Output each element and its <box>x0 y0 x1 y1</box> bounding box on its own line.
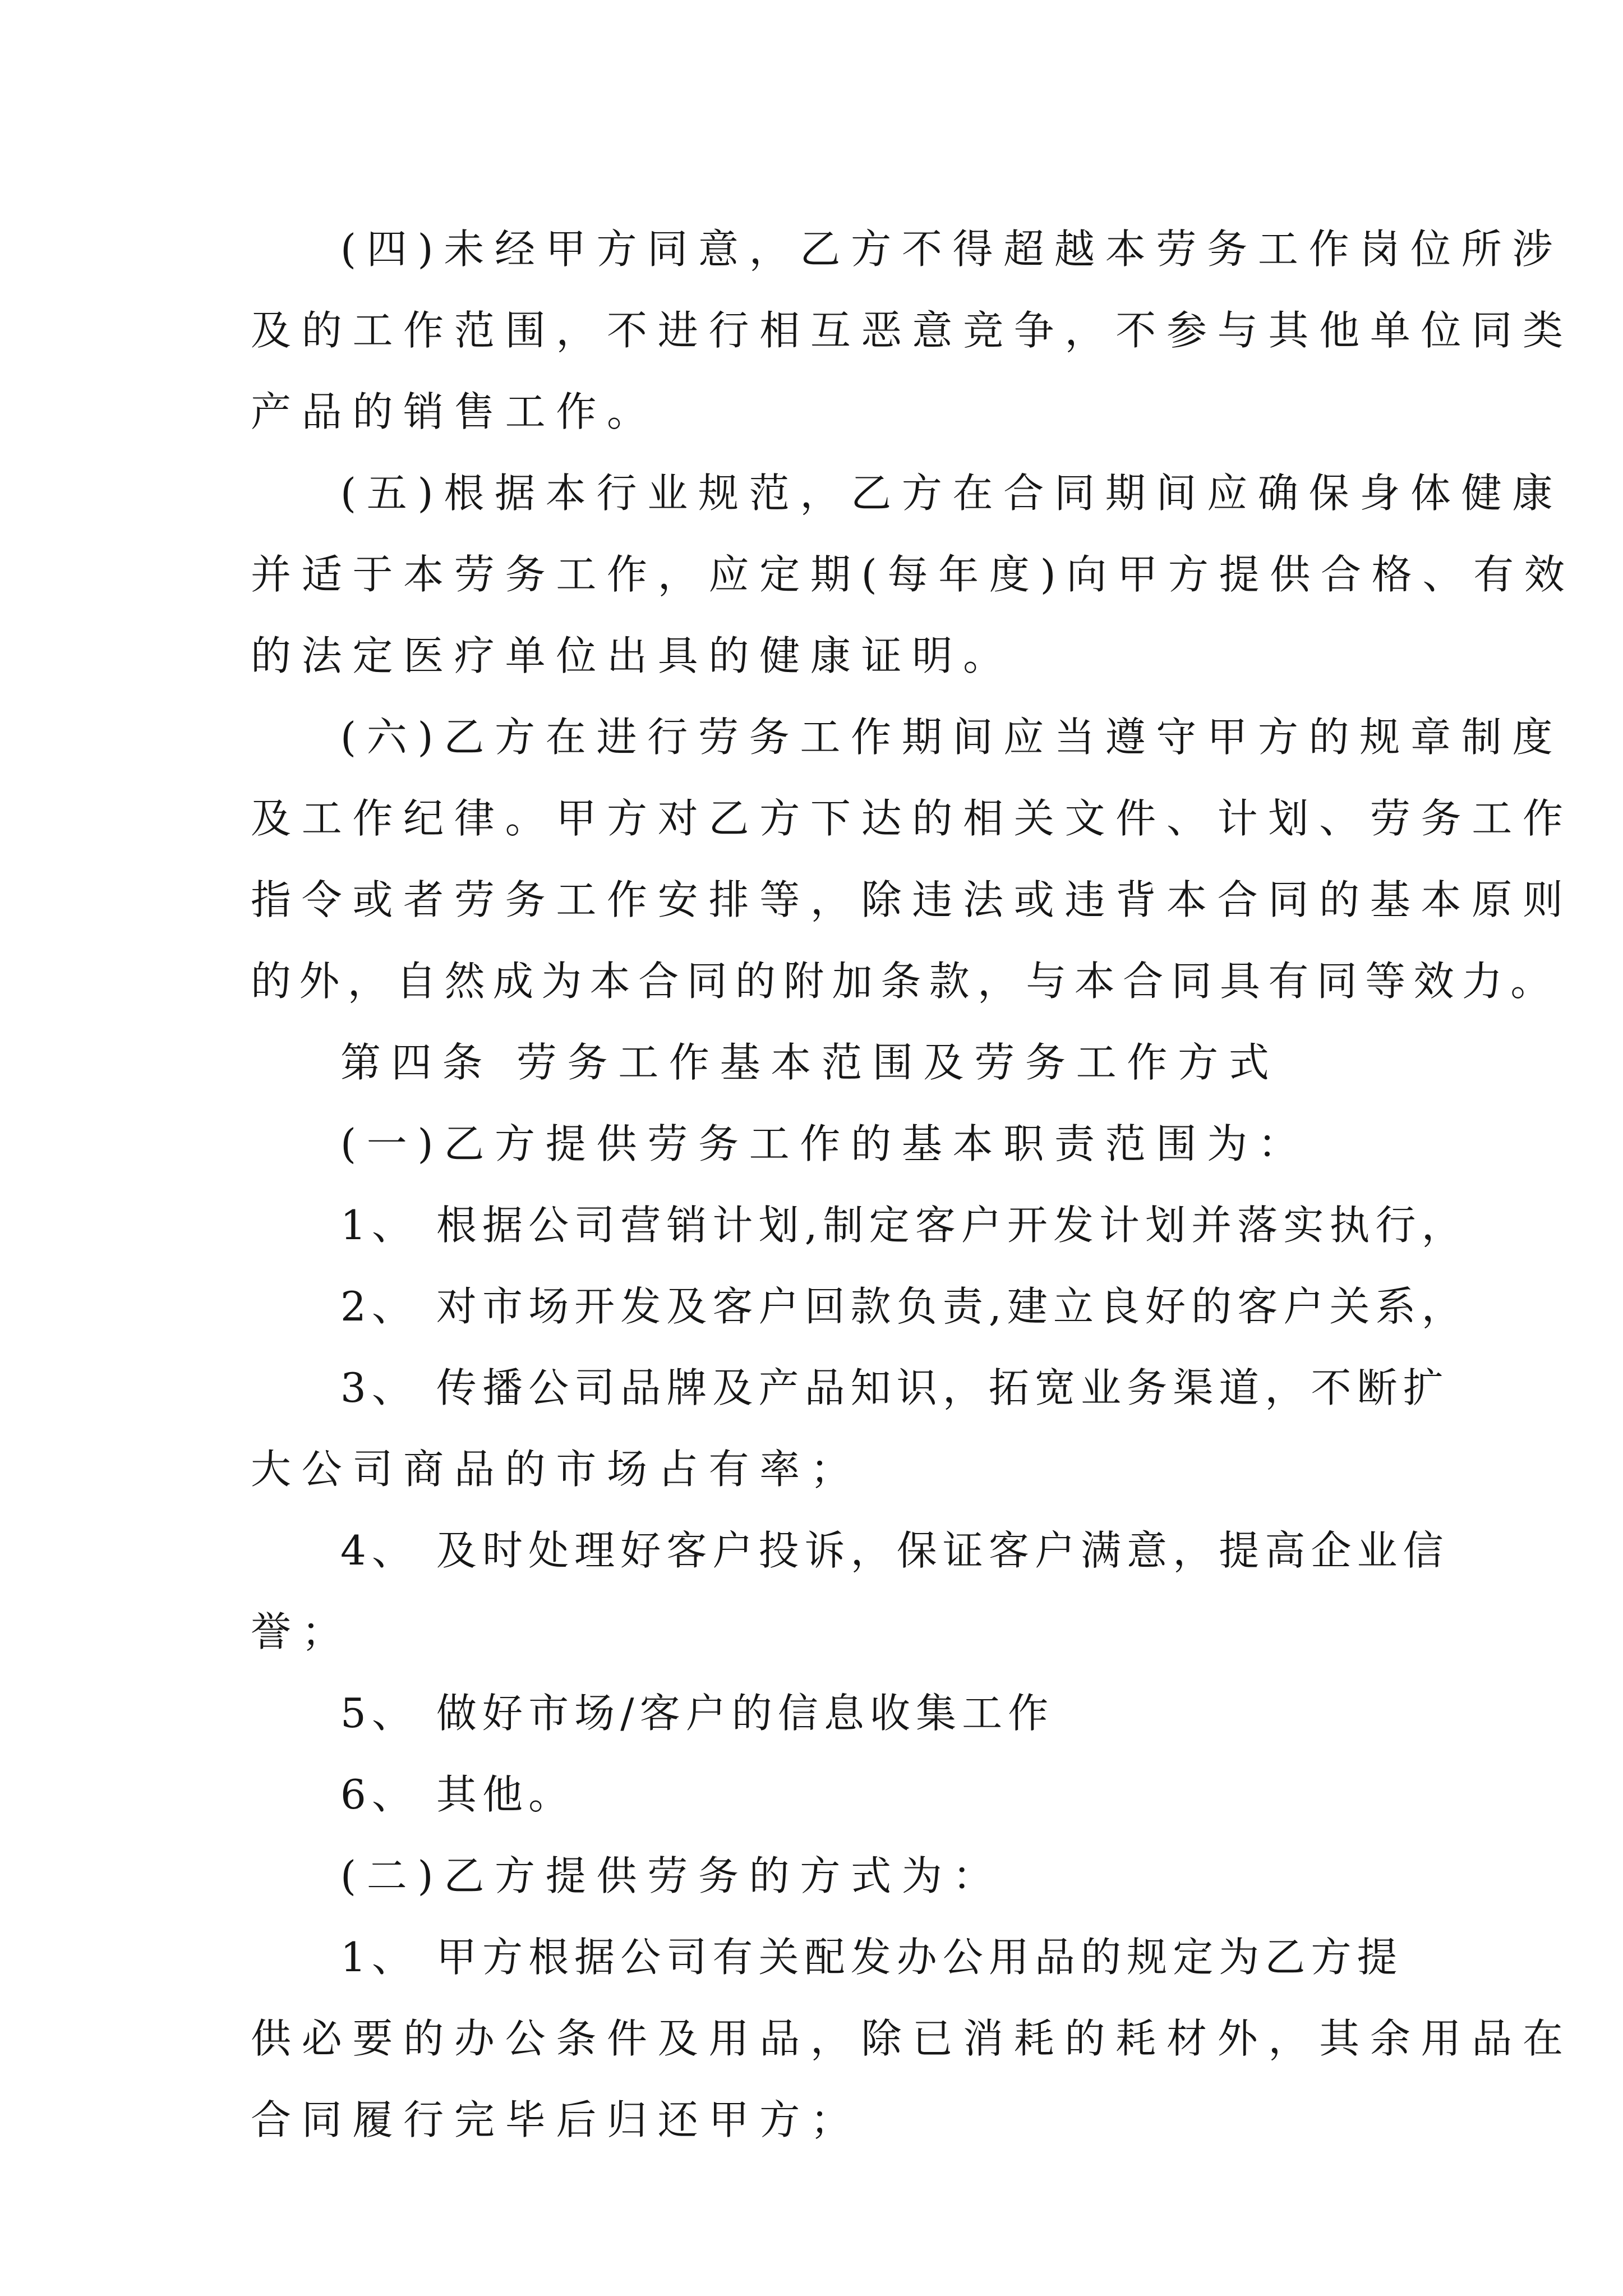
section-2-heading: (二)乙方提供劳务的方式为： <box>340 1852 1004 1899</box>
clause-5-line-2: 并适于本劳务工作，应定期(每年度)向甲方提供合格、有效 <box>251 551 1575 598</box>
method-item-1-line-1: 1、 甲方根据公司有关配发办公用品的规定为乙方提 <box>340 1934 1403 1981</box>
clause-6-line-4: 的外，自然成为本合同的附加条款，与本合同具有同等效力。 <box>251 958 1559 1005</box>
clause-4-line-3: 产品的销售工作。 <box>251 388 658 435</box>
clause-4-line-1: (四)未经甲方同意，乙方不得超越本劳务工作岗位所涉 <box>340 226 1564 273</box>
clause-5-line-3: 的法定医疗单位出具的健康证明。 <box>251 632 1014 679</box>
list-item-1: 1、 根据公司营销计划,制定客户开发计划并落实执行， <box>340 1202 1468 1249</box>
method-item-1-line-2: 供必要的办公条件及用品，除已消耗的耗材外，其余用品在 <box>251 2015 1574 2062</box>
method-item-1-line-3: 合同履行完毕后归还甲方； <box>251 2096 861 2143</box>
clause-4-line-2: 及的工作范围，不进行相互恶意竞争，不参与其他单位同类 <box>251 307 1574 354</box>
list-item-5: 5、 做好市场/客户的信息收集工作 <box>340 1690 1054 1737</box>
list-item-3-line-1: 3、 传播公司品牌及产品知识，拓宽业务渠道，不断扩 <box>340 1364 1449 1411</box>
document-body <box>251 209 1575 2161</box>
list-item-6: 6、 其他。 <box>340 1771 575 1818</box>
list-item-2: 2、 对市场开发及客户回款负责,建立良好的客户关系， <box>340 1283 1468 1330</box>
list-item-4-line-1: 4、 及时处理好客户投诉，保证客户满意，提高企业信 <box>340 1527 1449 1574</box>
clause-6-line-3: 指令或者劳务工作安排等，除违法或违背本合同的基本原则 <box>251 876 1574 923</box>
clause-6-line-1: (六)乙方在进行劳务工作期间应当遵守甲方的规章制度 <box>340 714 1564 761</box>
clause-5-line-1: (五)根据本行业规范，乙方在合同期间应确保身体健康 <box>340 470 1564 517</box>
list-item-4-line-2: 誉； <box>251 1608 353 1655</box>
clause-6-line-2: 及工作纪律。甲方对乙方下达的相关文件、计划、劳务工作 <box>251 795 1574 842</box>
article-4-heading: 第四条 劳务工作基本范围及劳务工作方式 <box>340 1039 1280 1086</box>
list-item-3-line-2: 大公司商品的市场占有率； <box>251 1446 861 1493</box>
section-1-heading: (一)乙方提供劳务工作的基本职责范围为： <box>340 1120 1309 1167</box>
